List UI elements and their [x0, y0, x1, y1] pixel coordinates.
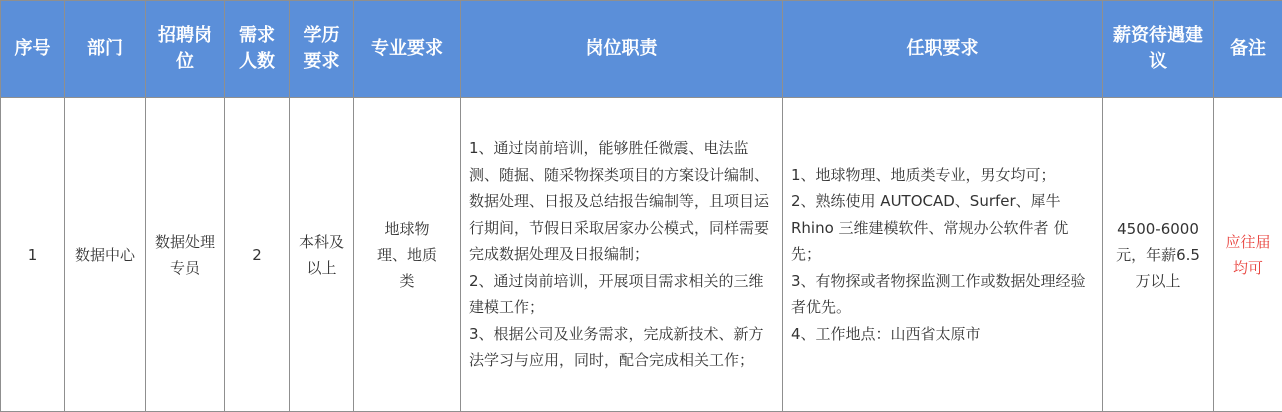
- cell-education: 本科及以上: [290, 98, 354, 412]
- table-row: [1, 98, 1282, 412]
- header-remarks: 备注: [1214, 1, 1282, 98]
- header-education: 学历要求: [290, 1, 354, 98]
- header-headcount: 需求人数: [225, 1, 290, 98]
- header-major: 专业要求: [354, 1, 461, 98]
- header-department: 部门: [65, 1, 146, 98]
- cell-position: 数据处理专员: [146, 98, 225, 412]
- header-seq: 序号: [1, 1, 65, 98]
- table-header: [1, 1, 1282, 98]
- cell-salary: 4500-6000元，年薪6.5万以上: [1103, 98, 1214, 412]
- cell-headcount: 2: [225, 98, 290, 412]
- header-salary: 薪资待遇建议: [1103, 1, 1214, 98]
- table-body: [1, 98, 1282, 412]
- cell-department: 数据中心: [65, 98, 146, 412]
- cell-remarks: 应往届均可: [1214, 98, 1282, 412]
- header-row: [1, 1, 1282, 98]
- cell-major: 地球物理、地质类: [354, 98, 461, 412]
- qualifications-text: 1、地球物理、地质类专业，男女均可； 2、熟练使用 AUTOCAD、Surfer、犀牛 Rhino 三维建模软件、常规办公软件者 优先； 3、有物探或者物探监测工作或数据处理经验者优先。 4、工作地点：山西省太原市: [791, 165, 1086, 343]
- cell-qualifications: [783, 98, 1103, 412]
- header-qualifications: 任职要求: [783, 1, 1103, 98]
- cell-seq: 1: [1, 98, 65, 412]
- cell-duties: [461, 98, 783, 412]
- header-duties: 岗位职责: [461, 1, 783, 98]
- duties-text: 1、通过岗前培训，能够胜任微震、电法监测、随掘、随采物探类项目的方案设计编制、数据处理、日报及总结报告编制等，且项目运行期间，节假日采取居家办公模式，同样需要完成数据处理及日报编制； 2、通过岗前培训，开展项目需求相关的三维建模工作； 3、根据公司及业务需求，完成新技术、新方法学习与应用，同时，配合完成相关工作；: [469, 139, 770, 370]
- header-position: 招聘岗位: [146, 1, 225, 98]
